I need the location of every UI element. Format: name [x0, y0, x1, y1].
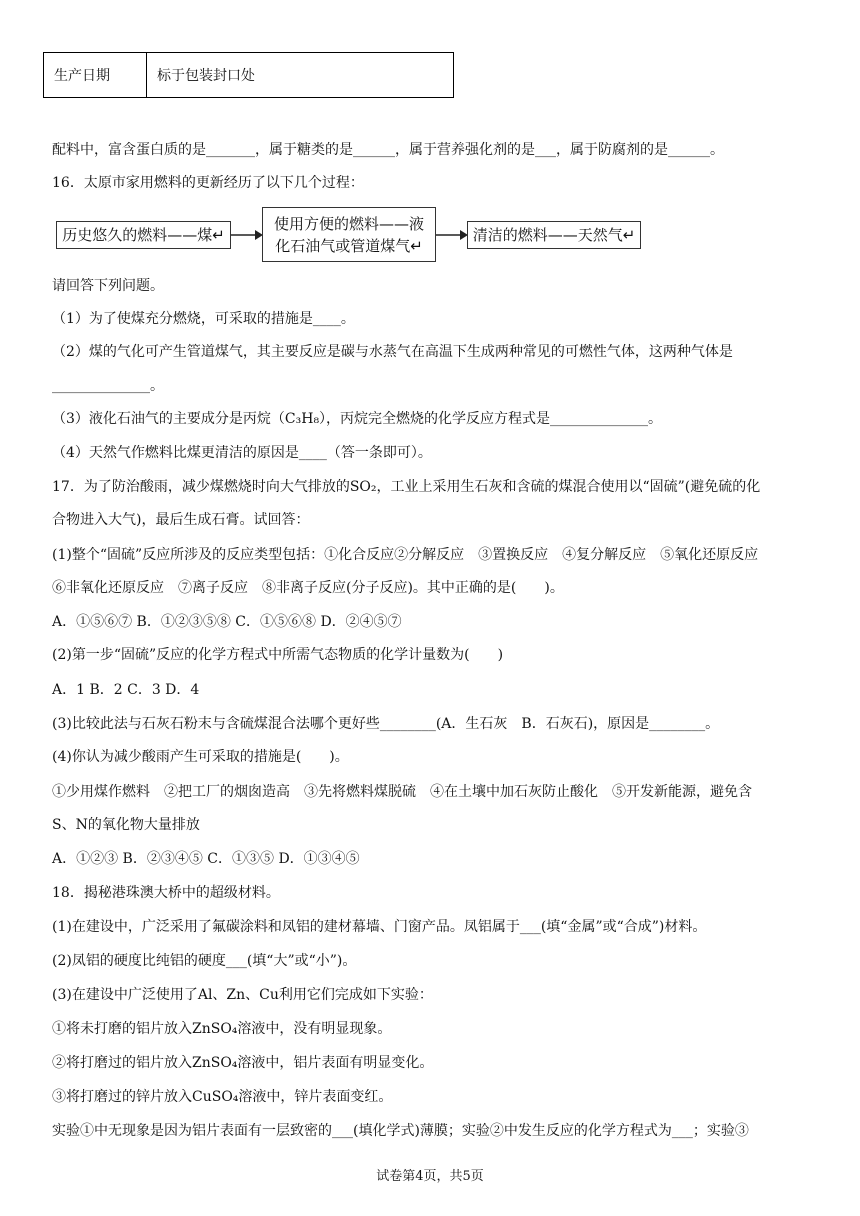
text-line: 配料中，富含蛋白质的是_______，属于糖类的是______，属于营养强化剂的是___，属于防腐剂的是______。	[52, 142, 724, 158]
flow-box-natural-gas: 清洁的燃料——天然气↵	[467, 221, 641, 249]
flow-box-lpg	[262, 207, 436, 262]
text-line: (3)在建设中广泛使用了Al、Zn、Cu利用它们完成如下实验：	[52, 987, 433, 1003]
arrow-right-icon	[231, 228, 263, 242]
flow-box-lpg-line2: 化石油气或管道煤气↵	[275, 236, 423, 255]
text-line: S、N的氧化物大量排放	[52, 817, 200, 833]
options-line: A．①⑤⑥⑦ B．①②③⑤⑧ C．①⑤⑥⑧ D．②④⑤⑦	[52, 614, 402, 630]
question-16-title: 16．太原市家用燃料的更新经历了以下几个过程：	[52, 175, 364, 191]
table-label-cell: 生产日期	[44, 53, 147, 97]
text-line: ②将打磨过的铝片放入ZnSO₄溶液中，铝片表面有明显变化。	[52, 1055, 434, 1071]
text-line: 合物进入大气)，最后生成石膏。试回答：	[52, 512, 310, 528]
text-line: ⑥非氧化还原反应 ⑦离子反应 ⑧非离子反应(分子反应)。其中正确的是( )。	[52, 580, 564, 596]
text-line: (2)第一步“固硫”反应的化学方程式中所需气态物质的化学计量数为( )	[52, 647, 504, 663]
production-date-table	[43, 52, 454, 98]
text-line: ③将打磨过的锌片放入CuSO₄溶液中，锌片表面变红。	[52, 1089, 393, 1105]
page-footer: 试卷第4页，共5页	[376, 1169, 484, 1184]
text-line: (2)凤铝的硬度比纯铝的硬度___(填“大”或“小”)。	[52, 953, 357, 969]
text-line: (4)你认为减少酸雨产生可采取的措施是( )。	[52, 749, 349, 765]
text-line: 请回答下列问题。	[52, 278, 164, 294]
text-line: ______________。	[52, 378, 164, 394]
text-line: ①少用煤作燃料 ②把工厂的烟囱造高 ③先将燃料煤脱硫 ④在土壤中加石灰防止酸化 ⑤开发新能源，避免含	[52, 784, 752, 800]
text-line: (3)比较此法与石灰石粉末与含硫煤混合法哪个更好些________(A．生石灰 B．石灰石)，原因是________。	[52, 716, 720, 732]
text-line: 实验①中无现象是因为铝片表面有一层致密的___(填化学式)薄膜；实验②中发生反应的化学方程式为___；实验③	[52, 1123, 749, 1139]
question-17-title: 17．为了防治酸雨，减少煤燃烧时向大气排放的SO₂，工业上采用生石灰和含硫的煤混合使用以“固硫”(避免硫的化	[52, 479, 761, 495]
text-line: ①将未打磨的铝片放入ZnSO₄溶液中，没有明显现象。	[52, 1021, 392, 1037]
text-line: (1)整个“固硫”反应所涉及的反应类型包括：①化合反应②分解反应 ③置换反应 ④复分解反应 ⑤氧化还原反应	[52, 547, 759, 563]
arrow-right-icon	[436, 228, 468, 242]
table-value-cell: 标于包装封口处	[157, 68, 255, 84]
flow-box-coal: 历史悠久的燃料——煤↵	[56, 221, 231, 249]
question-18-title: 18．揭秘港珠澳大桥中的超级材料。	[52, 885, 280, 901]
text-line: （1）为了使煤充分燃烧，可采取的措施是____。	[52, 311, 355, 327]
options-line: A．1 B．2 C．3 D．4	[52, 682, 200, 698]
flow-box-lpg-line1: 使用方便的燃料——液	[273, 214, 424, 233]
text-line: （3）液化石油气的主要成分是丙烷（C₃H₈），丙烷完全燃烧的化学反应方程式是______________。	[52, 411, 663, 427]
text-line: （4）天然气作燃料比煤更清洁的原因是____（答一条即可）。	[52, 445, 432, 461]
text-line: （2）煤的气化可产生管道煤气，其主要反应是碳与水蒸气在高温下生成两种常见的可燃性气体，这两种气体是	[52, 344, 733, 360]
options-line: A．①②③ B．②③④⑤ C．①③⑤ D．①③④⑤	[52, 851, 360, 867]
text-line: (1)在建设中，广泛采用了氟碳涂料和凤铝的建材幕墙、门窗产品。凤铝属于___(填“金属”或“合成”)材料。	[52, 919, 707, 935]
